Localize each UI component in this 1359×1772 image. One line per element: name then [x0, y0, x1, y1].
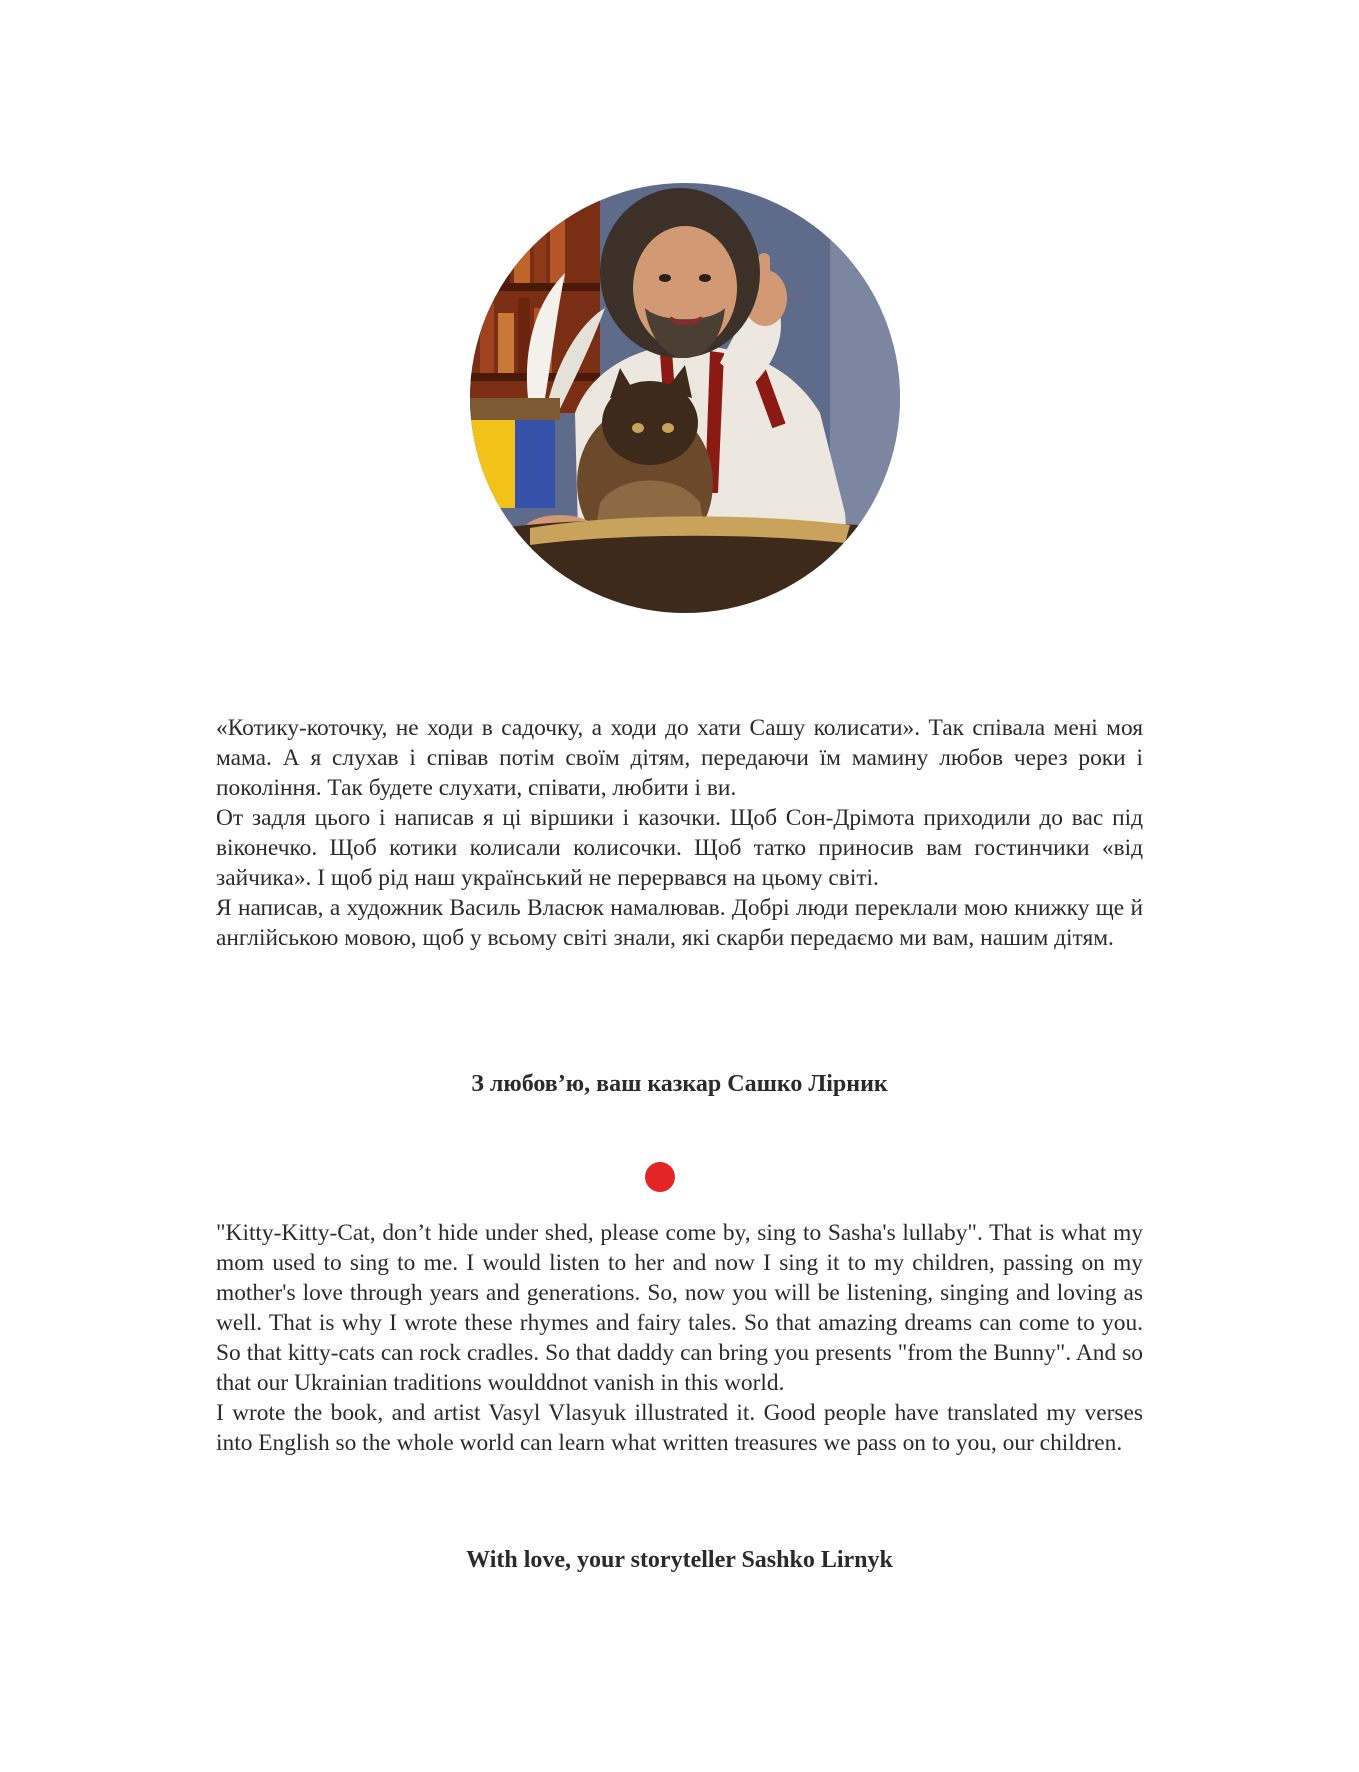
english-paragraph-1: "Kitty-Kitty-Cat, don’t hide under shed, please come by, sing to Sasha's lullaby". That is what my mom used to sing to me. I would listen to her and now I sing it to my children, passing on my mother's love through years and generations. So, now you will be listening, singing and loving as well. That is why I wrote these rhymes and fairy tales. So that amazing dreams can come to you. So that kitty-cats can rock cradles. So that daddy can bring you presents "from the Bunny". And so that our Ukrainian traditions woulddnot vanish in this world.: [216, 1220, 1143, 1396]
english-paragraph-2: I wrote the book, and artist Vasyl Vlasyuk illustrated it. Good people have translated my verses into English so the whole world can learn what written treasures we pass on to you, our children.: [216, 1400, 1143, 1456]
ukrainian-signature: З любов’ю, ваш казкар Сашко Лірник: [471, 1071, 888, 1097]
flag-blue: [515, 418, 555, 508]
author-portrait: [470, 183, 900, 613]
author-portrait-illustration: [470, 183, 900, 613]
ukrainian-paragraph-2: От задля цього і написав я ці віршики і казочки. Щоб Сон-Дрімота приходили до вас під віконечко. Щоб котики колисали колисочки. Щоб татко приносив вам гостинчики «від зайчика». І щоб рід наш український не перервався на цьому світі.: [216, 805, 1143, 891]
ukrainian-paragraph-3: Я написав, а художник Василь Власюк намалював. Добрі люди переклали мою книжку ще й англійською мовою, щоб у всьому світі знали, які скарби передаємо ми вам, нашим дітям.: [216, 895, 1143, 951]
flag-yellow: [470, 418, 515, 508]
english-signature: With love, your storyteller Sashko Lirnyk: [466, 1547, 893, 1573]
red-dot-divider: [645, 1162, 675, 1192]
english-foreword: [216, 1218, 1143, 1458]
ukrainian-paragraph-1: «Котику-коточку, не ходи в садочку, а ходи до хати Сашу колисати». Так співала мені моя мама. А я слухав і співав потім своїм дітям, передаючи їм мамину любов через роки і покоління. Так будете слухати, співати, любити і ви.: [216, 715, 1143, 801]
ukrainian-foreword: [216, 713, 1143, 953]
